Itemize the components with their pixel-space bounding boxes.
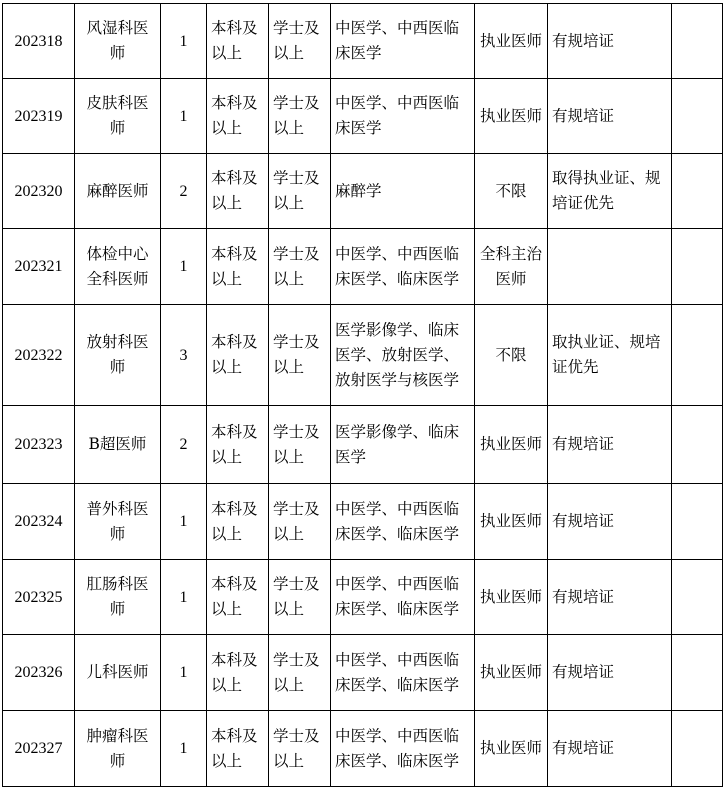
table-row — [3, 4, 723, 79]
hire-count: 2 — [161, 406, 207, 484]
degree-requirement: 学士及以上 — [269, 635, 331, 711]
position-name: 儿科医师 — [75, 635, 161, 711]
position-name: B超医师 — [75, 406, 161, 484]
remark: 有规培证 — [548, 4, 672, 79]
remark: 有规培证 — [548, 711, 672, 787]
hire-count: 1 — [161, 635, 207, 711]
qualification-requirement: 执业医师 — [475, 484, 548, 560]
hire-count: 1 — [161, 229, 207, 305]
table-row — [3, 711, 723, 787]
remark: 有规培证 — [548, 560, 672, 635]
position-code: 202318 — [3, 4, 75, 79]
qualification-requirement: 执业医师 — [475, 711, 548, 787]
remark: 有规培证 — [548, 484, 672, 560]
major-requirement: 医学影像学、临床医学 — [331, 406, 475, 484]
major-requirement: 麻醉学 — [331, 154, 475, 229]
remark: 有规培证 — [548, 79, 672, 154]
empty-cell — [672, 79, 723, 154]
position-name: 放射科医师 — [75, 305, 161, 406]
degree-requirement: 学士及以上 — [269, 406, 331, 484]
position-code: 202323 — [3, 406, 75, 484]
empty-cell — [672, 229, 723, 305]
position-code: 202326 — [3, 635, 75, 711]
remark: 取执业证、规培证优先 — [548, 305, 672, 406]
hire-count: 1 — [161, 4, 207, 79]
empty-cell — [672, 635, 723, 711]
qualification-requirement: 不限 — [475, 154, 548, 229]
degree-requirement: 学士及以上 — [269, 79, 331, 154]
education-requirement: 本科及以上 — [207, 154, 269, 229]
position-name: 体检中心全科医师 — [75, 229, 161, 305]
position-code: 202322 — [3, 305, 75, 406]
position-code: 202327 — [3, 711, 75, 787]
qualification-requirement: 执业医师 — [475, 560, 548, 635]
table-row — [3, 305, 723, 406]
education-requirement: 本科及以上 — [207, 711, 269, 787]
degree-requirement: 学士及以上 — [269, 229, 331, 305]
position-code: 202325 — [3, 560, 75, 635]
qualification-requirement: 执业医师 — [475, 406, 548, 484]
major-requirement: 中医学、中西医临床医学、临床医学 — [331, 635, 475, 711]
degree-requirement: 学士及以上 — [269, 305, 331, 406]
position-name: 肿瘤科医师 — [75, 711, 161, 787]
degree-requirement: 学士及以上 — [269, 154, 331, 229]
degree-requirement: 学士及以上 — [269, 560, 331, 635]
degree-requirement: 学士及以上 — [269, 4, 331, 79]
remark: 取得执业证、规培证优先 — [548, 154, 672, 229]
education-requirement: 本科及以上 — [207, 484, 269, 560]
table-row — [3, 229, 723, 305]
major-requirement: 医学影像学、临床医学、放射医学、放射医学与核医学 — [331, 305, 475, 406]
position-code: 202321 — [3, 229, 75, 305]
education-requirement: 本科及以上 — [207, 79, 269, 154]
table-row — [3, 484, 723, 560]
qualification-requirement: 执业医师 — [475, 79, 548, 154]
empty-cell — [672, 711, 723, 787]
degree-requirement: 学士及以上 — [269, 711, 331, 787]
major-requirement: 中医学、中西医临床医学、临床医学 — [331, 484, 475, 560]
major-requirement: 中医学、中西医临床医学、临床医学 — [331, 711, 475, 787]
hire-count: 1 — [161, 560, 207, 635]
position-code: 202320 — [3, 154, 75, 229]
empty-cell — [672, 305, 723, 406]
hire-count: 1 — [161, 79, 207, 154]
hire-count: 2 — [161, 154, 207, 229]
major-requirement: 中医学、中西医临床医学、临床医学 — [331, 229, 475, 305]
position-name: 皮肤科医师 — [75, 79, 161, 154]
qualification-requirement: 全科主治医师 — [475, 229, 548, 305]
major-requirement: 中医学、中西医临床医学 — [331, 79, 475, 154]
hire-count: 1 — [161, 711, 207, 787]
position-code: 202324 — [3, 484, 75, 560]
empty-cell — [672, 406, 723, 484]
empty-cell — [672, 4, 723, 79]
table-row — [3, 560, 723, 635]
education-requirement: 本科及以上 — [207, 560, 269, 635]
table-row — [3, 79, 723, 154]
position-name: 肛肠科医师 — [75, 560, 161, 635]
remark: 有规培证 — [548, 635, 672, 711]
table-row — [3, 635, 723, 711]
position-name: 普外科医师 — [75, 484, 161, 560]
remark: 有规培证 — [548, 406, 672, 484]
major-requirement: 中医学、中西医临床医学 — [331, 4, 475, 79]
education-requirement: 本科及以上 — [207, 406, 269, 484]
empty-cell — [672, 154, 723, 229]
empty-cell — [672, 484, 723, 560]
table-row — [3, 154, 723, 229]
recruitment-table — [2, 3, 723, 787]
table-row — [3, 406, 723, 484]
remark — [548, 229, 672, 305]
education-requirement: 本科及以上 — [207, 305, 269, 406]
qualification-requirement: 执业医师 — [475, 4, 548, 79]
position-code: 202319 — [3, 79, 75, 154]
hire-count: 3 — [161, 305, 207, 406]
position-name: 风湿科医师 — [75, 4, 161, 79]
qualification-requirement: 不限 — [475, 305, 548, 406]
education-requirement: 本科及以上 — [207, 4, 269, 79]
education-requirement: 本科及以上 — [207, 635, 269, 711]
degree-requirement: 学士及以上 — [269, 484, 331, 560]
education-requirement: 本科及以上 — [207, 229, 269, 305]
major-requirement: 中医学、中西医临床医学、临床医学 — [331, 560, 475, 635]
qualification-requirement: 执业医师 — [475, 635, 548, 711]
hire-count: 1 — [161, 484, 207, 560]
empty-cell — [672, 560, 723, 635]
position-name: 麻醉医师 — [75, 154, 161, 229]
